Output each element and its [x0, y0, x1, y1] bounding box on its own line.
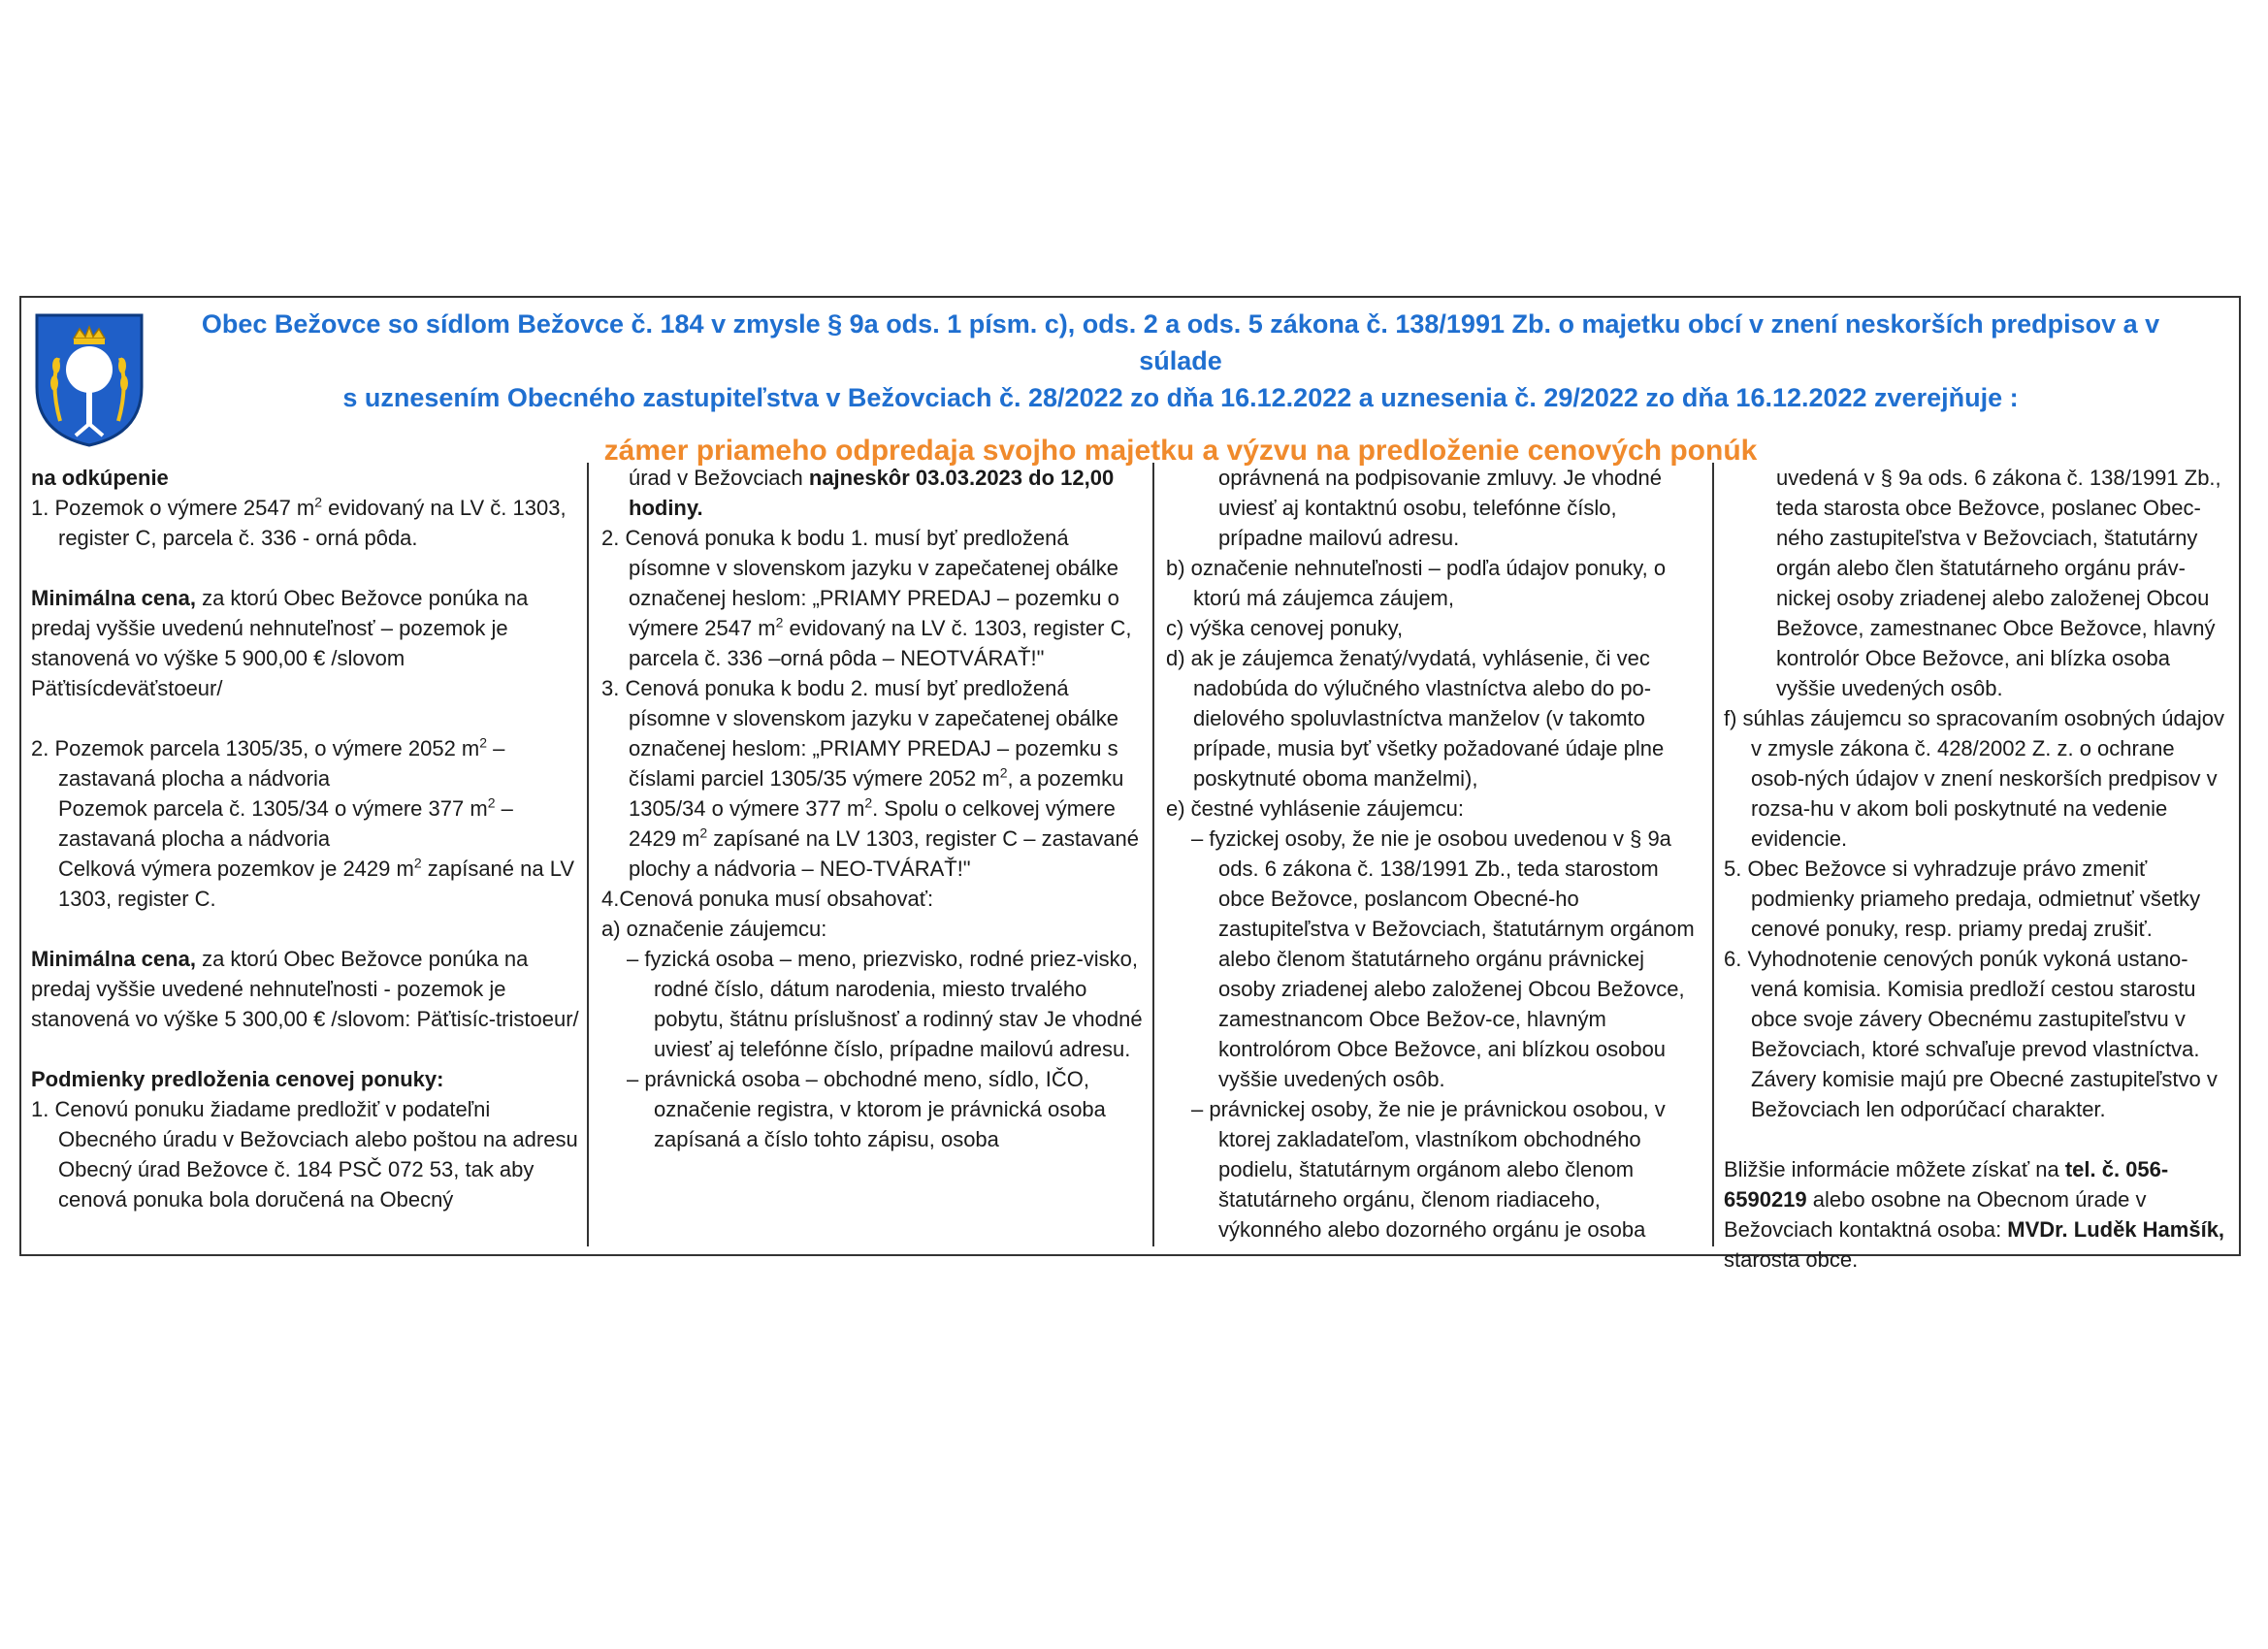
declaration-natural-person: – fyzickej osoby, že nie je osobou uvedenou v § 9a ods. 6 zákona č. 138/1991 Zb., teda starostom obce Bežovce, poslancom Obecné-ho zastupiteľstva v Bežovciach, štatutárnym orgánom alebo členom štatutárneho orgánu právnickej osoby zriadenej alebo založenej Obcou Bežovce, zamestnancom Obce Bežov-ce, hlavným kontrolórom Obce Bežovce, ani blízkou osobou vyššie uvedených osôb. [1191, 826, 1695, 1091]
contact-phone: tel. č. 056-6590219 [1724, 1157, 2169, 1212]
legal-person-cont: oprávnená na podpisovanie zmluvy. Je vhodné uviesť aj kontaktnú osobu, telefónne číslo, prípadne mailovú adresu. [1218, 466, 1663, 550]
condition-5: 5. Obec Bežovce si vyhradzuje právo zmeniť podmienky priameho predaja, odmietnuť všetky cenové ponuky, resp. priamy predaj zrušiť. [1724, 857, 2201, 941]
section-heading: na odkúpenie [31, 466, 169, 490]
min-price-2: Minimálna cena, za ktorú Obec Bežovce ponúka na predaj vyššie uvedené nehnuteľnosti - pozemok je stanovená vo výške 5 300,00 € /slovom: Päťtisíc-tristoeur/ [31, 947, 579, 1031]
column-2 [601, 463, 1154, 1246]
notice-subtitle: zámer priameho odpredaja svojho majetku a výzvu na predloženie cenových ponúk [603, 435, 1758, 467]
public-notice [19, 296, 2241, 1272]
contact-info: Bližšie informácie môžete získať na tel. č. 056-6590219 alebo osobne na Obecnom úrade v Bežovciach kontaktná osoba: MVDr. Luděk Hamšík, starosta obce. [1724, 1157, 2225, 1272]
column-4 [1724, 463, 2233, 1272]
condition-4e: e) čestné vyhlásenie záujemcu: [1166, 796, 1464, 821]
condition-4a: a) označenie záujemcu: [601, 917, 827, 941]
land-item-2-total: Celková výmera pozemkov je 2429 $m^2$ zapísané na LV 1303, register C. [58, 855, 574, 911]
condition-4f: f) súhlas záujemcu so spracovaním osobných údajov v zmysle zákona č. 428/2002 Z. z. o ochrane osob-ných údajov v znení neskorších predpisov v rozsa-hu v akom boli poskytnuté na vedenie evidencie. [1724, 706, 2225, 851]
conditions-heading: Podmienky predloženia cenovej ponuky: [31, 1067, 444, 1091]
legal-person-item: – právnická osoba – obchodné meno, sídlo, IČO, označenie registra, v ktorom je právnická osoba zapísaná a číslo tohto zápisu, osoba [627, 1067, 1106, 1151]
declaration-cont: uvedená v § 9a ods. 6 zákona č. 138/1991 Zb., teda starosta obce Bežovce, poslanec Obec-ného zastupiteľstva v Bežovciach, štatutárny orgán alebo člen štatutárneho orgánu práv-nickej osoby zriadenej alebo založenej Obcou Bežovce, zamestnanec Obce Bežovce, hlavný kontrolór Obce Bežovce, ani blízka osoba vyššie uvedených osôb. [1776, 466, 2221, 700]
notice-header [157, 306, 2204, 470]
contact-person: MVDr. Luděk Hamšík, [2007, 1217, 2225, 1242]
condition-4b: b) označenie nehnuteľnosti – podľa údajov ponuky, o ktorú má záujemca záujem, [1166, 556, 1667, 610]
notice-body [31, 463, 2233, 1272]
condition-1: 1. Cenovú ponuku žiadame predložiť v podateľni Obecného úradu v Bežovciach alebo poštou na adresu Obecný úrad Bežovce č. 184 PSČ 072 53, tak aby cenová ponuka bola doručená na Obecný [31, 1097, 578, 1212]
condition-4c: c) výška cenovej ponuky, [1166, 616, 1404, 640]
condition-2: 2. Cenová ponuka k bodu 1. musí byť predložená písomne v slovenskom jazyku v zapečatenej obálke označenej heslom: „PRIAMY PREDAJ – pozemku o výmere 2547 $m^2$ evidovaný na LV č. 1303, register C, parcela č. 336 –orná pôda – NEOTVÁRAŤ!" [601, 526, 1132, 670]
condition-3: 3. Cenová ponuka k bodu 2. musí byť predložená písomne v slovenskom jazyku v zapečatenej obálke označenej heslom: „PRIAMY PREDAJ – pozemku s číslami parciel 1305/35 výmere 2052 $m^2$, a pozemku 1305/34 o výmere 377 $m^2$. Spolu o celkovej výmere 2429 $m^2$ zapísané na LV 1303, register C – zastavané plochy a nádvoria – NEO-TVÁRAŤ!" [601, 676, 1139, 881]
condition-4: 4.Cenová ponuka musí obsahovať: [601, 887, 934, 911]
header-line-2: s uznesením Obecného zastupiteľstva v Bežovciach č. 28/2022 zo dňa 16.12.2022 a uznesenia č. 29/2022 zo dňa 16.12.2022 zverejňuje : [342, 383, 2019, 412]
condition-4d: d) ak je záujemca ženatý/vydatá, vyhlásenie, či vec nadobúda do výlučného vlastníctva alebo do po-dielového spoluvlastníctva manželov (v takomto prípade, musia byť všetky požadované údaje plne poskytnuté oboma manželmi), [1166, 646, 1665, 791]
header-line-1: Obec Bežovce so sídlom Bežovce č. 184 v zmysle § 9a ods. 1 písm. c), ods. 2 a ods. 5 zákona č. 138/1991 Zb. o majetku obcí v znení neskorších predpisov a v súlade [201, 309, 2160, 375]
condition-6: 6. Vyhodnotenie cenových ponúk vykoná ustano-vená komisia. Komisia predloží cestou starostu obce svoje závery Obecnému zastupiteľstvu v Bežovciach, ktoré schvaľuje prevod vlastníctva. Závery komisie majú pre Obecné zastupiteľstvo v Bežovciach len odporúčací charakter. [1724, 947, 2218, 1121]
column-3 [1166, 463, 1714, 1246]
column-1 [31, 463, 589, 1246]
declaration-legal-person: – právnickej osoby, že nie je právnickou osobou, v ktorej zakladateľom, vlastníkom obchodného podielu, štatutárnym orgánom alebo členom štatutárneho orgánu, členom riadiaceho, výkonného alebo dozorného orgánu je osoba [1191, 1097, 1666, 1242]
land-item-2: 2. Pozemok parcela 1305/35, o výmere 2052 $m^2$ – zastavaná plocha a nádvoria [31, 734, 505, 791]
coat-of-arms-icon [31, 309, 147, 450]
min-price-1: Minimálna cena, za ktorú Obec Bežovce ponúka na predaj vyššie uvedenú nehnuteľnosť – pozemok je stanovená vo výške 5 900,00 € /slovom Päťtisícdeväťstoeur/ [31, 586, 529, 700]
land-item-1: 1. Pozemok o výmere 2547 $m^2$ evidovaný na LV č. 1303, register C, parcela č. 336 - orná pôda. [31, 494, 567, 550]
land-item-2b: Pozemok parcela č. 1305/34 o výmere 377 $m^2$ – zastavaná plocha a nádvoria [58, 794, 513, 851]
condition-1-cont: úrad v Bežovciach najneskôr 03.03.2023 do 12,00 hodiny. [629, 466, 1115, 520]
natural-person-item: – fyzická osoba – meno, priezvisko, rodné priez-visko, rodné číslo, dátum narodenia, miesto trvalého pobytu, štátnu príslušnosť a rodinný stav Je vhodné uviesť aj telefónne číslo, prípadne mailovú adresu. [627, 947, 1143, 1061]
